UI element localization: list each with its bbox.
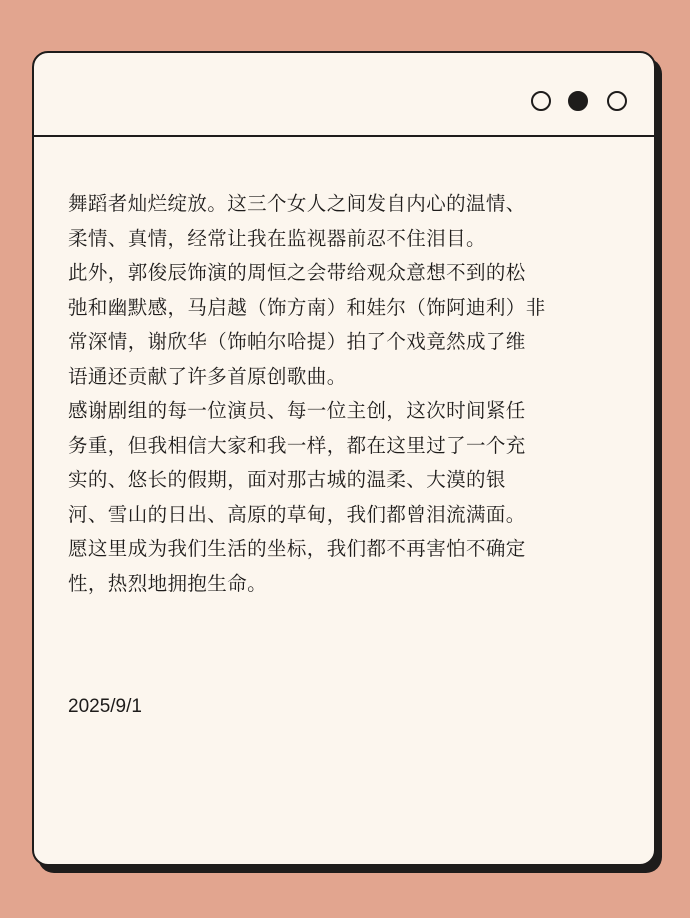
letter-line: 舞蹈者灿烂绽放。这三个女人之间发自内心的温情、 (68, 192, 526, 215)
letter-line: 河、雪山的日出、高原的草甸，我们都曾泪流满面。 (68, 502, 526, 526)
letter-card (32, 51, 656, 866)
letter-line: 务重，但我相信大家和我一样，都在这里过了一个充 (68, 433, 526, 457)
window-dot-outline-icon (607, 91, 627, 111)
letter-line: 实的、悠长的假期，面对那古城的温柔、大漠的银 (68, 468, 506, 491)
letter-date: 2025/9/1 (68, 696, 142, 717)
letter-line: 性，热烈地拥抱生命。 (68, 571, 268, 595)
window-dot-outline-icon (531, 91, 551, 111)
window-titlebar (34, 53, 654, 137)
letter-line: 弛和幽默感，马启越（饰方南）和娃尔（饰阿迪利）非 (68, 295, 546, 319)
letter-line: 常深情，谢欣华（饰帕尔哈提）拍了个戏竟然成了维 (68, 330, 526, 353)
window-dot-filled-icon (568, 91, 588, 111)
letter-body (68, 187, 638, 601)
letter-line: 柔情、真情，经常让我在监视器前忍不住泪目。 (68, 226, 486, 250)
letter-line: 愿这里成为我们生活的坐标，我们都不再害怕不确定 (68, 537, 526, 560)
letter-line: 此外，郭俊辰饰演的周恒之会带给观众意想不到的松 (68, 261, 526, 284)
letter-line: 语通还贡献了许多首原创歌曲。 (68, 364, 347, 388)
letter-line: 感谢剧组的每一位演员、每一位主创，这次时间紧任 (68, 399, 526, 422)
